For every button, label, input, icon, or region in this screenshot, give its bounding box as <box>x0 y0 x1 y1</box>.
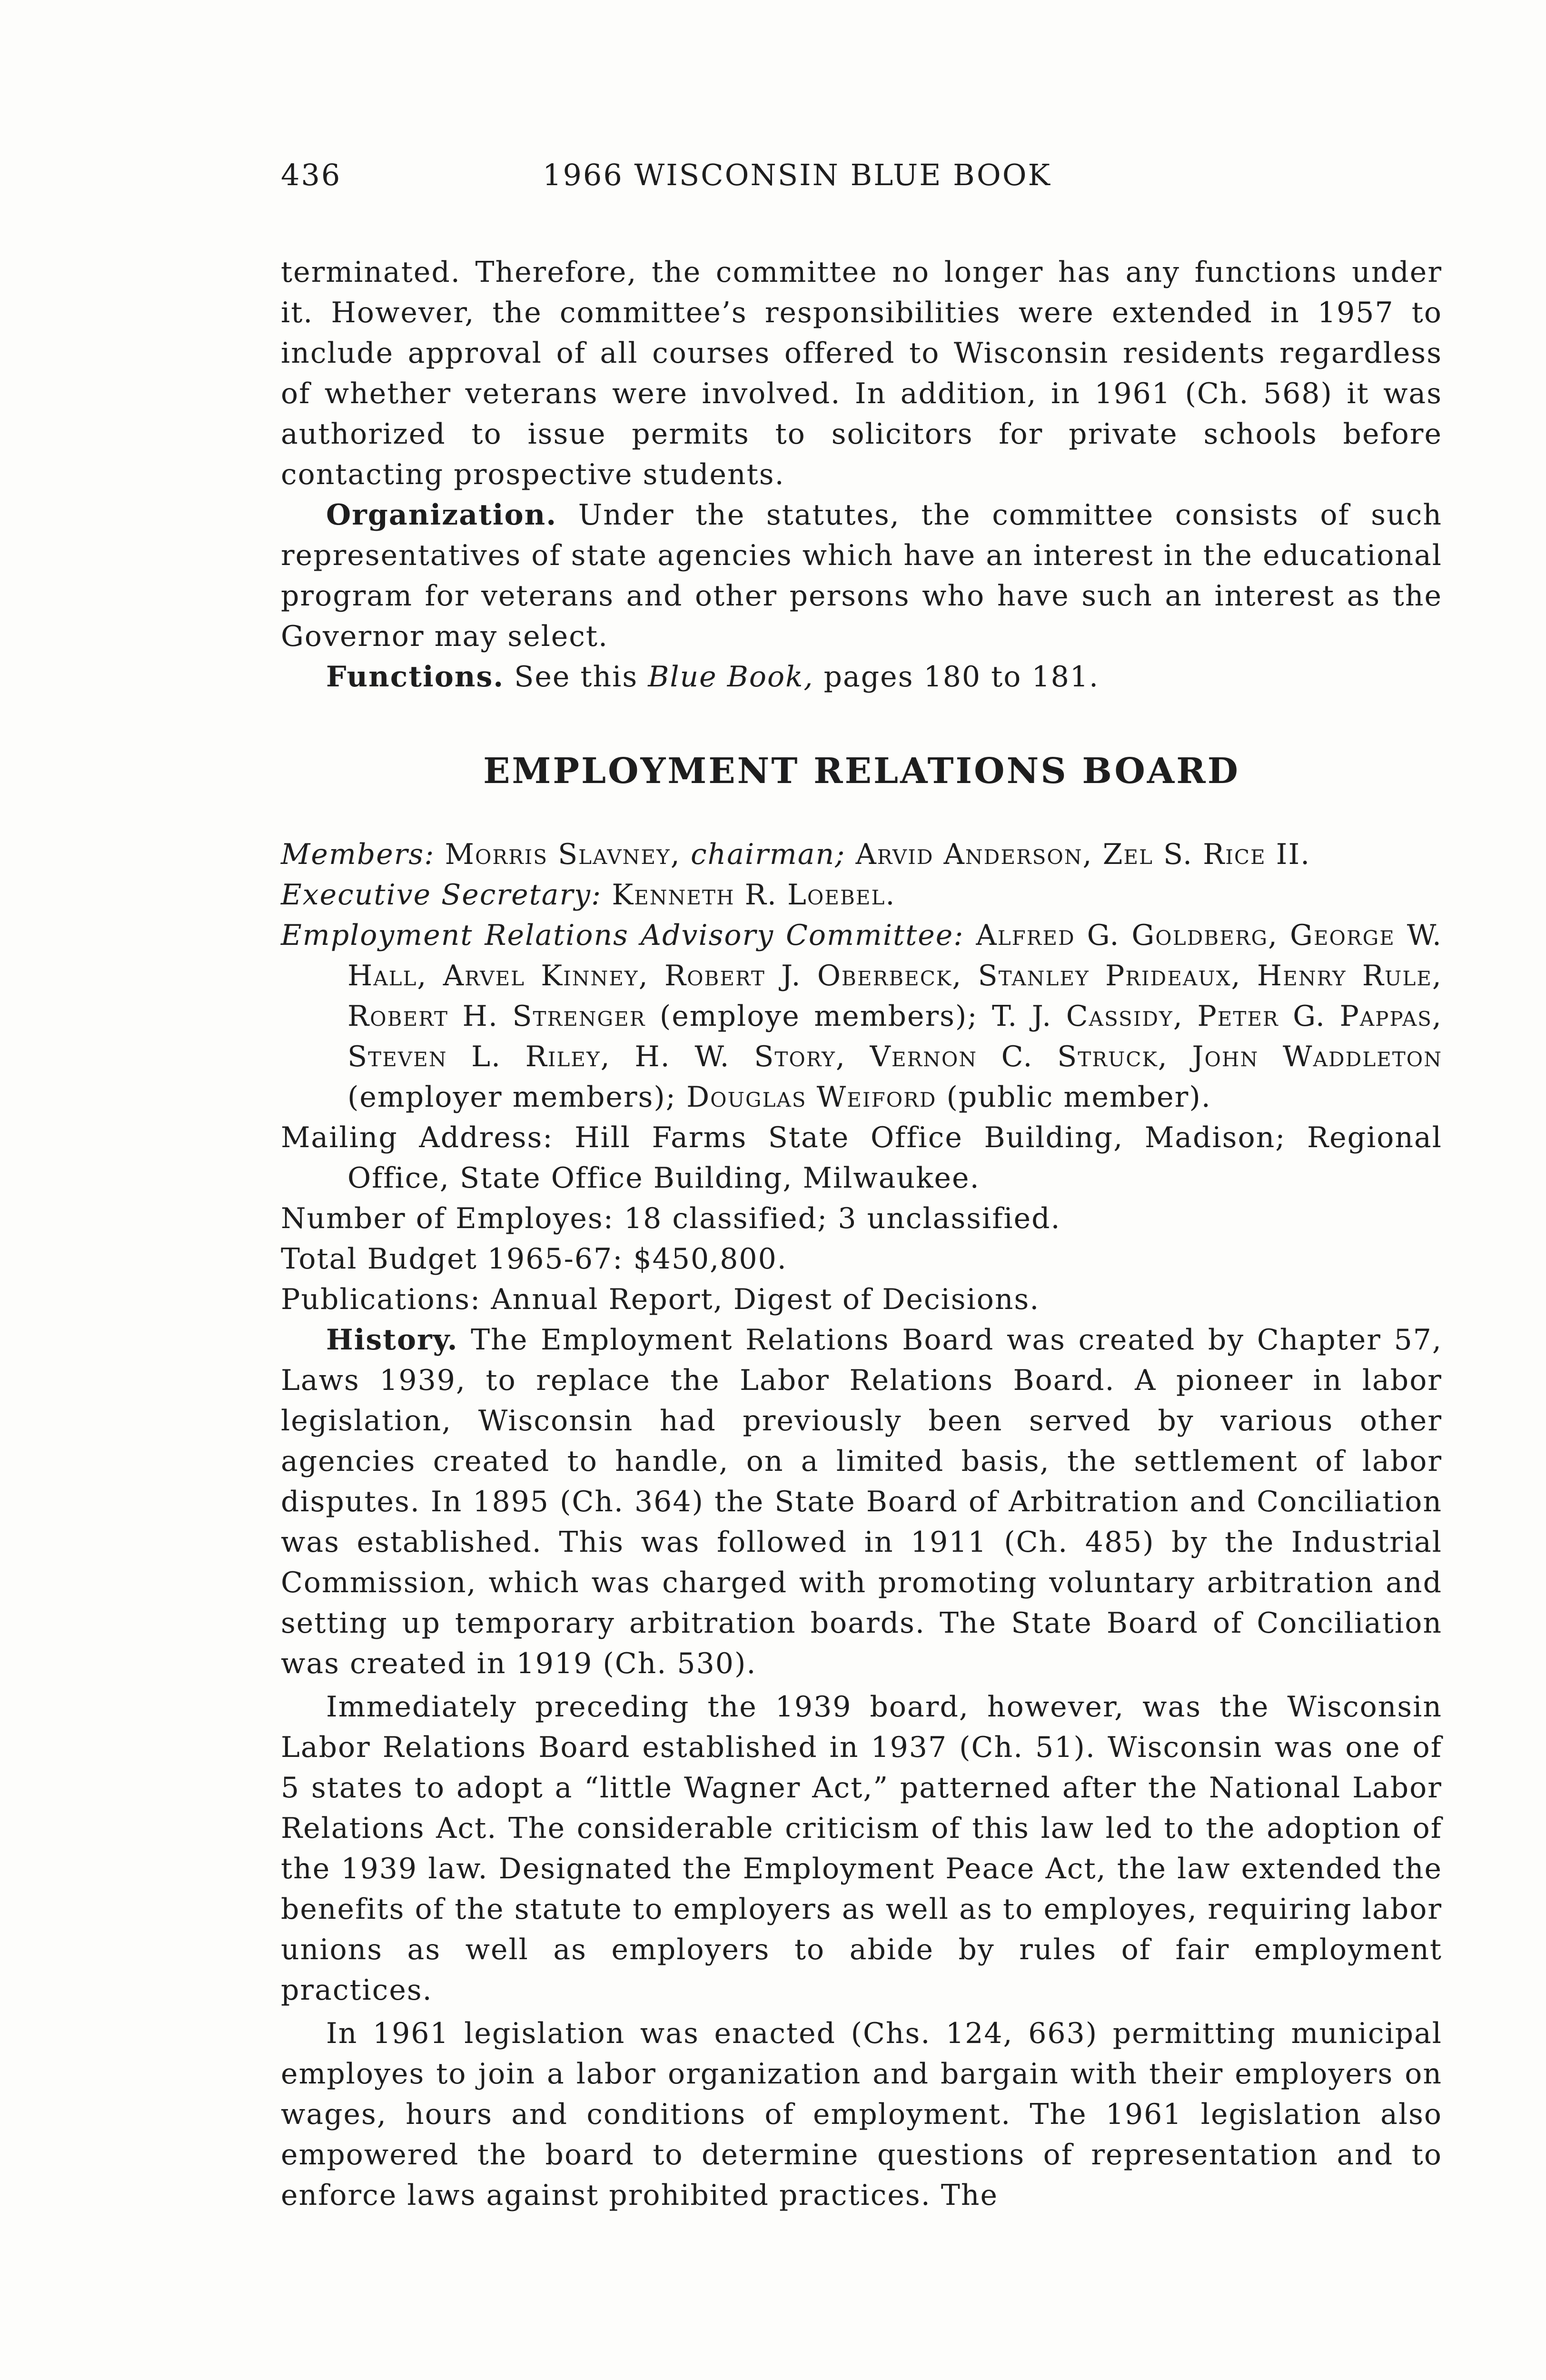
members-line <box>281 834 1442 875</box>
page-number: 436 <box>281 158 342 192</box>
employee-members-note: (employe members); <box>659 1000 978 1033</box>
employee-members-names: Alfred G. Goldberg, George W. Hall, Arvel Kinney, Robert J. Oberbeck, Stanley Prideaux, Henry Rule, Robert H. Strenger <box>347 919 1442 1033</box>
organization-heading: Organization. <box>326 498 557 532</box>
history-heading: History. <box>326 1323 458 1357</box>
member-chairman-name: Morris Slavney, <box>445 838 681 871</box>
executive-secretary-name: Kenneth R. Loebel. <box>612 878 896 912</box>
public-member-note: (public member). <box>946 1081 1211 1114</box>
advisory-committee-entry <box>281 915 1442 1118</box>
functions-pre: See this <box>514 660 638 694</box>
organization-text: Under the statutes, the committee consists of such representatives of state agencies which have an interest in the educational program for veterans and other persons who have such an interest as the Governor may select. <box>281 498 1442 653</box>
page-body <box>281 252 1442 2216</box>
number-of-employes: Number of Employes: 18 classified; 3 unclassified. <box>281 1202 1061 1235</box>
total-budget: Total Budget 1965-67: $450,800. <box>281 1242 787 1276</box>
book-title: 1966 WISCONSIN BLUE BOOK <box>543 158 1051 192</box>
continuation-paragraph: terminated. Therefore, the committee no longer has any functions under it. However, the committee’s responsibilities were extended in 1957 to include approval of all courses offered to Wisconsin residents regardless of whether veterans were involved. In addition, in 1961 (Ch. 568) it was authorized to issue permits to solicitors for private schools before contacting prospective students. <box>281 256 1442 491</box>
functions-post: pages 180 to 181. <box>823 660 1100 694</box>
history-text-1: The Employment Relations Board was created by Chapter 57, Laws 1939, to replace the Labor Relations Board. A pioneer in labor legislation, Wisconsin had previously been served by various other agencies created to handle, on a limited basis, the settlement of labor disputes. In 1895 (Ch. 364) the State Board of Arbitration and Conciliation was established. This was followed in 1911 (Ch. 485) by the Industrial Commission, which was charged with promoting voluntary arbitration and setting up temporary arbitration boards. The State Board of Conciliation was created in 1919 (Ch. 530). <box>281 1323 1442 1680</box>
advisory-committee-label: Employment Relations Advisory Committee: <box>281 919 964 952</box>
history-paragraph-2: Immediately preceding the 1939 board, however, was the Wisconsin Labor Relations Board established in 1937 (Ch. 51). Wisconsin was one of 5 states to adopt a “little Wagner Act,” patterned after the National Labor Relations Act. The considerable criticism of this law led to the adoption of the 1939 law. Designated the Employment Peace Act, the law extended the benefits of the statute to employers as well as to employes, requiring labor unions as well as employers to abide by rules of fair employment practices. <box>281 1690 1442 2007</box>
functions-citation: Blue Book, <box>648 660 814 694</box>
organization-paragraph <box>281 495 1442 657</box>
running-head <box>281 151 1442 199</box>
employer-members-note: (employer members); <box>347 1081 676 1114</box>
history-paragraph-3: In 1961 legislation was enacted (Chs. 124, 663) permitting municipal employes to join a labor organization and bargain with their employers on wages, hours and conditions of employment. The 1961 legislation also empowered the board to determine questions of representation and to enforce laws against prohibited practices. The <box>281 2017 1442 2212</box>
mailing-address: Mailing Address: Hill Farms State Office Building, Madison; Regional Office, State Office Building, Milwaukee. <box>281 1121 1442 1195</box>
functions-paragraph <box>281 657 1442 697</box>
public-member-name: Douglas Weiford <box>686 1081 937 1114</box>
section-title: EMPLOYMENT RELATIONS BOARD <box>483 751 1240 792</box>
executive-secretary-label: Executive Secretary: <box>281 878 602 912</box>
members-label: Members: <box>281 838 435 871</box>
functions-heading: Functions. <box>326 660 505 694</box>
executive-secretary-line <box>281 875 1442 915</box>
employer-members-names: T. J. Cassidy, Peter G. Pappas, Steven L. Riley, H. W. Story, Vernon C. Struck, John Waddleton <box>347 1000 1442 1073</box>
history-paragraph-1 <box>281 1320 1442 1684</box>
publications: Publications: Annual Report, Digest of Decisions. <box>281 1283 1040 1316</box>
chairman-label: chairman; <box>690 838 846 871</box>
member-names: Arvid Anderson, Zel S. Rice II. <box>855 838 1311 871</box>
